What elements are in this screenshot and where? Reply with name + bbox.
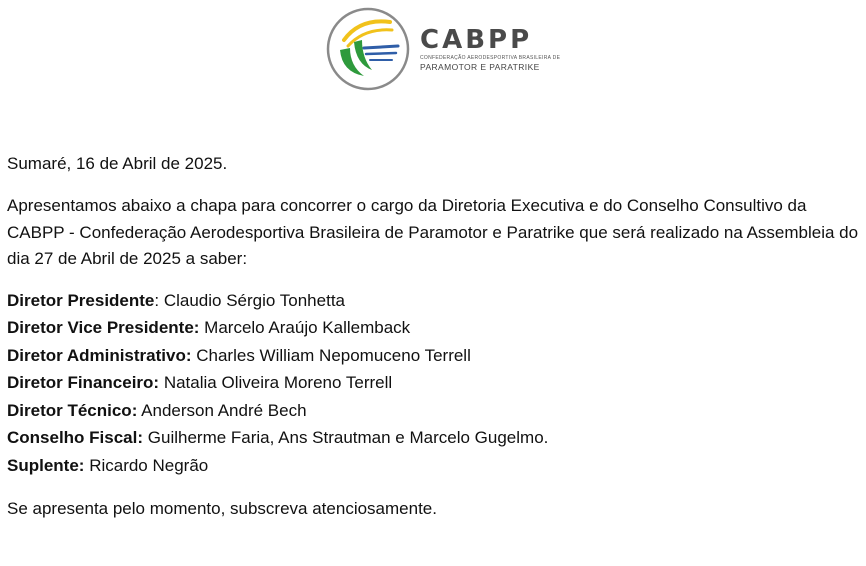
slate-row-president xyxy=(7,287,862,315)
slate-row-substitute xyxy=(7,452,862,480)
letterhead-text xyxy=(420,24,561,72)
cabpp-emblem-icon xyxy=(320,6,416,92)
member-names: Ricardo Negrão xyxy=(89,455,209,475)
letterhead-logo xyxy=(320,6,560,92)
slate-row-vice-president xyxy=(7,314,862,342)
role-label: Suplente: xyxy=(7,455,85,475)
org-tagline: PARAMOTOR E PARATRIKE xyxy=(420,61,540,72)
slate-row-financial xyxy=(7,369,862,397)
member-names: Marcelo Araújo Kallemback xyxy=(204,318,411,337)
member-names: Anderson André Bech xyxy=(141,400,307,420)
member-names: Natalia Oliveira Moreno Terrell xyxy=(163,373,393,392)
closing-line: Se apresenta pelo momento, subscreva atenciosamente. xyxy=(7,499,437,518)
role-label: Diretor Financeiro: xyxy=(7,373,160,392)
slate-row-fiscal-council xyxy=(7,424,862,452)
slate-list xyxy=(7,287,862,480)
org-name: CABPP xyxy=(420,24,533,55)
slate-row-administrative xyxy=(7,342,862,370)
role-label: Conselho Fiscal: xyxy=(7,428,144,447)
role-label: Diretor Administrativo: xyxy=(7,345,192,365)
slate-row-technical xyxy=(7,397,862,425)
member-names: Charles William Nepomuceno Terrell xyxy=(196,345,471,365)
letter-body xyxy=(7,150,862,522)
member-names: Guilherme Faria, Ans Strautman e Marcelo Gugelmo. xyxy=(147,428,549,447)
role-label: Diretor Técnico: xyxy=(7,400,138,420)
member-names: Claudio Sérgio Tonhetta xyxy=(163,290,345,310)
role-separator: : xyxy=(154,290,164,310)
role-label: Diretor Presidente xyxy=(7,290,155,310)
role-label: Diretor Vice Presidente: xyxy=(7,318,200,337)
date-line: Sumaré, 16 de Abril de 2025. xyxy=(7,154,228,173)
org-tagline-small: CONFEDERAÇÃO AERODESPORTIVA BRASILEIRA DE xyxy=(420,54,561,61)
intro-paragraph: Apresentamos abaixo a chapa para concorrer o cargo da Diretoria Executiva e do Conselho Consultivo da CABPP - Confederação Aerodesportiva Brasileira de Paramotor e Paratrike que será realizado na Assembleia do dia 27 de Abril de 2025 a saber: xyxy=(7,196,859,268)
